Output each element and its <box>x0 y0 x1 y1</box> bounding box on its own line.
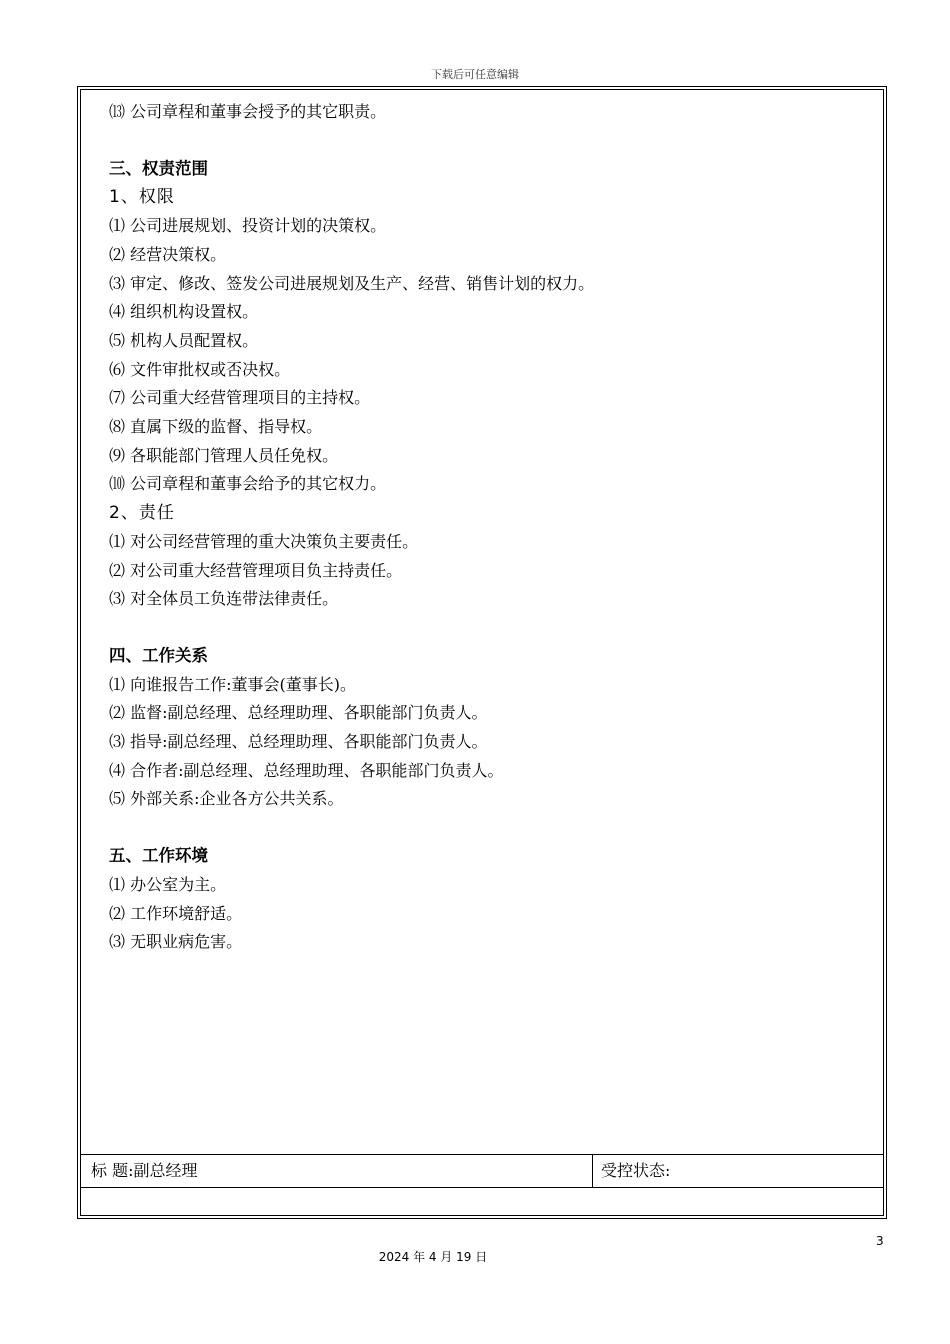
list-item: ⑶ 对全体员工负连带法律责任。 <box>109 589 339 609</box>
list-item: ⑵ 监督:副总经理、总经理助理、各职能部门负责人。 <box>109 703 488 723</box>
subsection-heading: 1、权限 <box>109 187 175 208</box>
page-number: 3 <box>876 1234 884 1248</box>
document-body <box>109 98 869 957</box>
list-item: ⑵ 对公司重大经营管理项目负主持责任。 <box>109 560 403 580</box>
document-frame <box>80 89 884 1216</box>
list-item: ⑴ 公司进展规划、投资计划的决策权。 <box>109 216 387 236</box>
subsection-heading: 2、责任 <box>109 503 175 524</box>
list-item: ⑻ 直属下级的监督、指导权。 <box>109 417 323 437</box>
list-item: ⑺ 公司重大经营管理项目的主持权。 <box>109 388 371 408</box>
list-item: ⑴ 对公司经营管理的重大决策负主要责任。 <box>109 531 419 551</box>
list-item: ⑹ 文件审批权或否决权。 <box>109 359 291 379</box>
list-item: ⑷ 组织机构设置权。 <box>109 302 259 322</box>
section-heading: 四、工作关系 <box>109 645 208 665</box>
list-item: ⑸ 外部关系:企业各方公共关系。 <box>109 789 344 809</box>
list-item: ⑷ 合作者:副总经理、总经理助理、各职能部门负责人。 <box>109 760 504 780</box>
list-item: ⑶ 指导:副总经理、总经理助理、各职能部门负责人。 <box>109 732 488 752</box>
footer-table <box>81 1154 883 1188</box>
title-cell: 标 题:副总经理 <box>81 1155 593 1187</box>
list-item: ⑼ 各职能部门管理人员任免权。 <box>109 445 339 465</box>
list-item: ⒀ 公司章程和董事会授予的其它职责。 <box>109 102 387 121</box>
date-line: 2024 年 4 月 19 日 <box>378 1250 488 1264</box>
list-item: ⑽ 公司章程和董事会给予的其它权力。 <box>109 474 387 494</box>
list-item: ⑶ 审定、修改、签发公司进展规划及生产、经营、销售计划的权力。 <box>109 273 595 293</box>
list-item: ⑸ 机构人员配置权。 <box>109 330 259 350</box>
header-note: 下载后可任意编辑 <box>431 68 519 81</box>
control-status-cell: 受控状态: <box>601 1161 671 1180</box>
list-item: ⑴ 向谁报告工作:董事会(董事长)。 <box>109 674 356 694</box>
list-item: ⑶ 无职业病危害。 <box>109 932 243 952</box>
list-item: ⑵ 经营决策权。 <box>109 244 227 264</box>
section-heading: 三、权责范围 <box>109 158 208 178</box>
list-item: ⑴ 办公室为主。 <box>109 874 227 894</box>
section-heading: 五、工作环境 <box>109 846 208 866</box>
list-item: ⑵ 工作环境舒适。 <box>109 903 243 923</box>
